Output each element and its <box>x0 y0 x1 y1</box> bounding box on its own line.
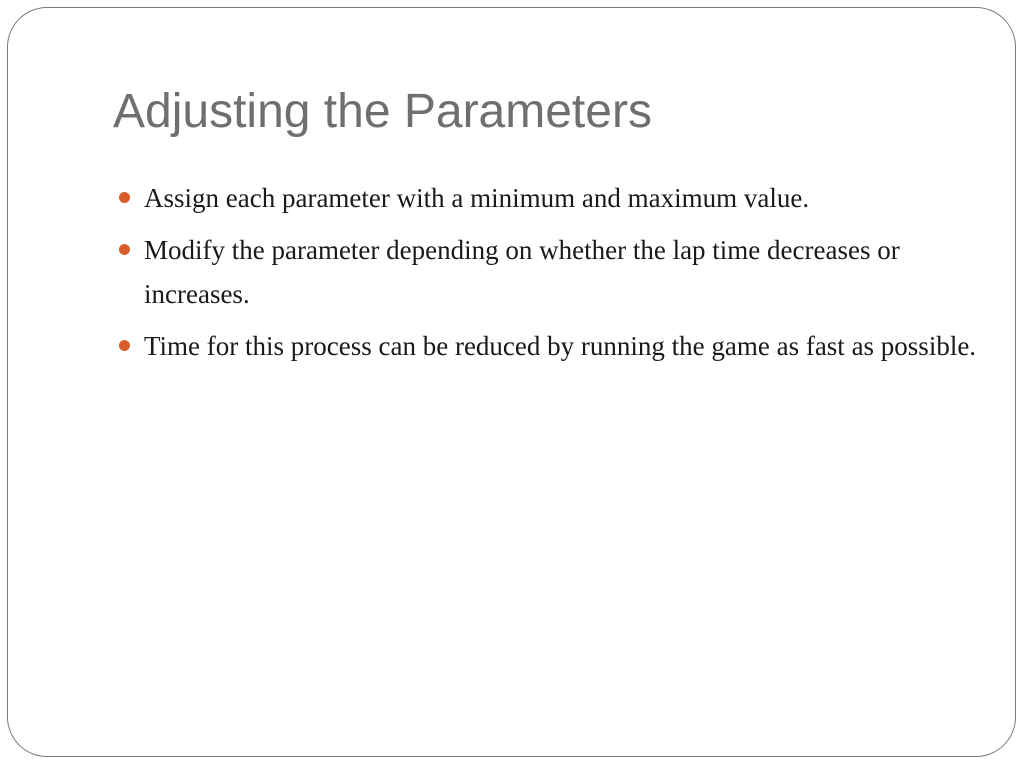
list-item <box>144 176 984 220</box>
list-item <box>144 324 984 368</box>
bullet-icon <box>119 340 130 351</box>
bullet-icon <box>119 244 130 255</box>
slide-frame <box>7 7 1016 757</box>
bullet-text: Assign each parameter with a minimum and maximum value. <box>144 183 810 213</box>
list-item <box>144 228 984 316</box>
slide-title: Adjusting the Parameters <box>113 85 652 138</box>
bullet-list <box>144 176 984 376</box>
bullet-text: Modify the parameter depending on whether the lap time decreases or increases. <box>144 235 900 309</box>
bullet-text: Time for this process can be reduced by running the game as fast as possible. <box>144 331 977 361</box>
bullet-icon <box>119 192 130 203</box>
